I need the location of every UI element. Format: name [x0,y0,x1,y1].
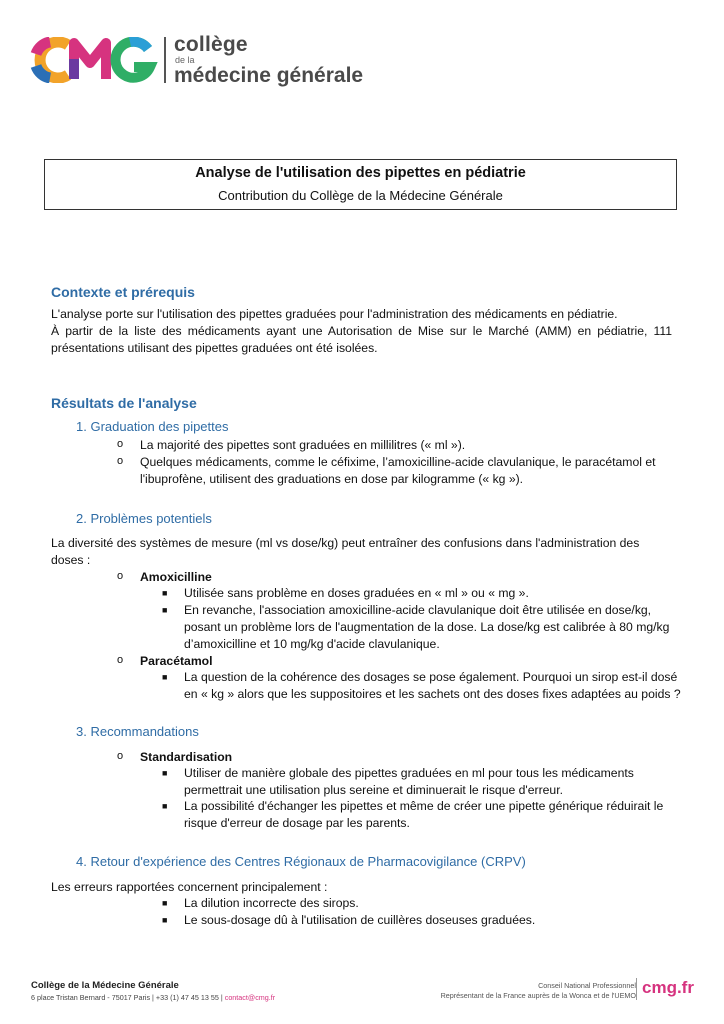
circle-bullet-icon: o [117,438,124,450]
context-line-2: À partir de la liste des médicaments ayant une Autorisation de Mise sur le Marché (AMM) en pédiatrie, 111 [51,324,672,338]
square-bullet-icon: ■ [162,605,168,615]
cmg-logo [30,34,363,86]
subsection-1-title: 1. Graduation des pipettes [76,419,229,434]
s2-intro-a: La diversité des systèmes de mesure (ml vs dose/kg) peut entraîner des confusions dans l'administration des [51,536,640,550]
s2-amox-bullet-2c: d’amoxicilline et 10 mg/kg d'acide clavulanique. [184,637,440,651]
footer-organisation: Collège de la Médecine Générale [31,980,179,991]
context-line-3: présentations utilisant des pipettes graduées ont été isolées. [51,341,378,355]
footer-right [441,981,636,1001]
s2-para-bullet-1b: en « kg » alors que les suppositoires et les sachets ont des doses fixes adaptées au poids ? [184,687,681,701]
s3-bullet-2b: risque d'erreur de dosage par les parents. [184,816,410,830]
s4-bullet-2: Le sous-dosage dû à l'utilisation de cuillères doseuses graduées. [184,913,536,927]
s1-bullet-2a: Quelques médicaments, comme le céfixime, l’amoxicilline-acide clavulanique, le paracétamol et [140,455,656,469]
circle-bullet-icon: o [117,455,124,467]
s1-bullet-2b: l'ibuprofène, utilisent des graduations en dose par kilogramme (« kg »). [140,472,524,486]
s2-amox-bullet-2a: En revanche, l'association amoxicilline-acide clavulanique doit être utilisée en dose/kg, [184,603,652,617]
s2-amoxicilline-label: Amoxicilline [140,570,212,584]
square-bullet-icon: ■ [162,672,168,682]
s3-standardisation-label: Standardisation [140,750,233,764]
section-heading-context: Contexte et prérequis [51,284,195,300]
logo-line2: de la [175,55,195,65]
subsection-2-title: 2. Problèmes potentiels [76,511,212,526]
s3-bullet-1b: permettrait une utilisation plus sereine et diminuerait le risque d'erreur. [184,783,563,797]
s2-para-bullet-1a: La question de la cohérence des dosages se pose également. Pourquoi un sirop est-il dosé [184,670,678,684]
square-bullet-icon: ■ [162,801,168,811]
footer-website-link[interactable]: cmg.fr [642,978,694,997]
title-box [44,159,677,210]
circle-bullet-icon: o [117,570,124,582]
logo-line3: médecine générale [174,64,364,87]
logo-line1: collège [174,33,248,56]
circle-bullet-icon: o [117,750,124,762]
subsection-3-title: 3. Recommandations [76,724,199,739]
s1-bullet-1: La majorité des pipettes sont graduées en millilitres (« ml »). [140,438,466,452]
footer-address-text: 6 place Tristan Bernard - 75017 Paris | +33 (1) 47 45 13 55 | [31,993,225,1002]
circle-bullet-icon: o [117,654,124,666]
footer-separator [636,978,637,1000]
s4-intro: Les erreurs rapportées concernent principalement : [51,880,328,894]
logo-separator [164,37,166,83]
s2-intro-b: doses : [51,553,91,567]
s3-bullet-2a: La possibilité d'échanger les pipettes et même de créer une pipette générique réduirait le [184,799,664,813]
s2-paracetamol-label: Paracétamol [140,654,213,668]
cmg-logo-mark [30,37,158,83]
footer-address [31,993,275,1002]
square-bullet-icon: ■ [162,915,168,925]
section-heading-results: Résultats de l'analyse [51,395,197,411]
document-title: Analyse de l'utilisation des pipettes en pédiatrie [195,165,526,181]
subsection-4-title: 4. Retour d'expérience des Centres Régionaux de Pharmacovigilance (CRPV) [76,854,526,869]
square-bullet-icon: ■ [162,588,168,598]
s3-bullet-1a: Utiliser de manière globale des pipettes graduées en ml pour tous les médicaments [184,766,634,780]
footer-representation: Représentant de la France auprès de la Wonca et de l'UEMO [440,991,636,1000]
s2-amox-bullet-1: Utilisée sans problème en doses graduées en « ml » ou « mg ». [184,586,529,600]
document-subtitle: Contribution du Collège de la Médecine Générale [218,188,503,203]
s2-amox-bullet-2b: posant un problème lors de l'augmentation de la dose. La dose/kg est calibrée à 80 mg/kg [184,620,670,634]
footer-cnp: Conseil National Professionnel [538,981,636,990]
context-line-1: L'analyse porte sur l'utilisation des pipettes graduées pour l'administration des médicaments en pédiatrie. [51,307,618,321]
square-bullet-icon: ■ [162,898,168,908]
square-bullet-icon: ■ [162,768,168,778]
s4-bullet-1: La dilution incorrecte des sirops. [184,896,359,910]
footer-email-link[interactable]: contact@cmg.fr [224,993,276,1002]
logo-wordmark [174,34,363,86]
footer-left [31,980,275,1002]
